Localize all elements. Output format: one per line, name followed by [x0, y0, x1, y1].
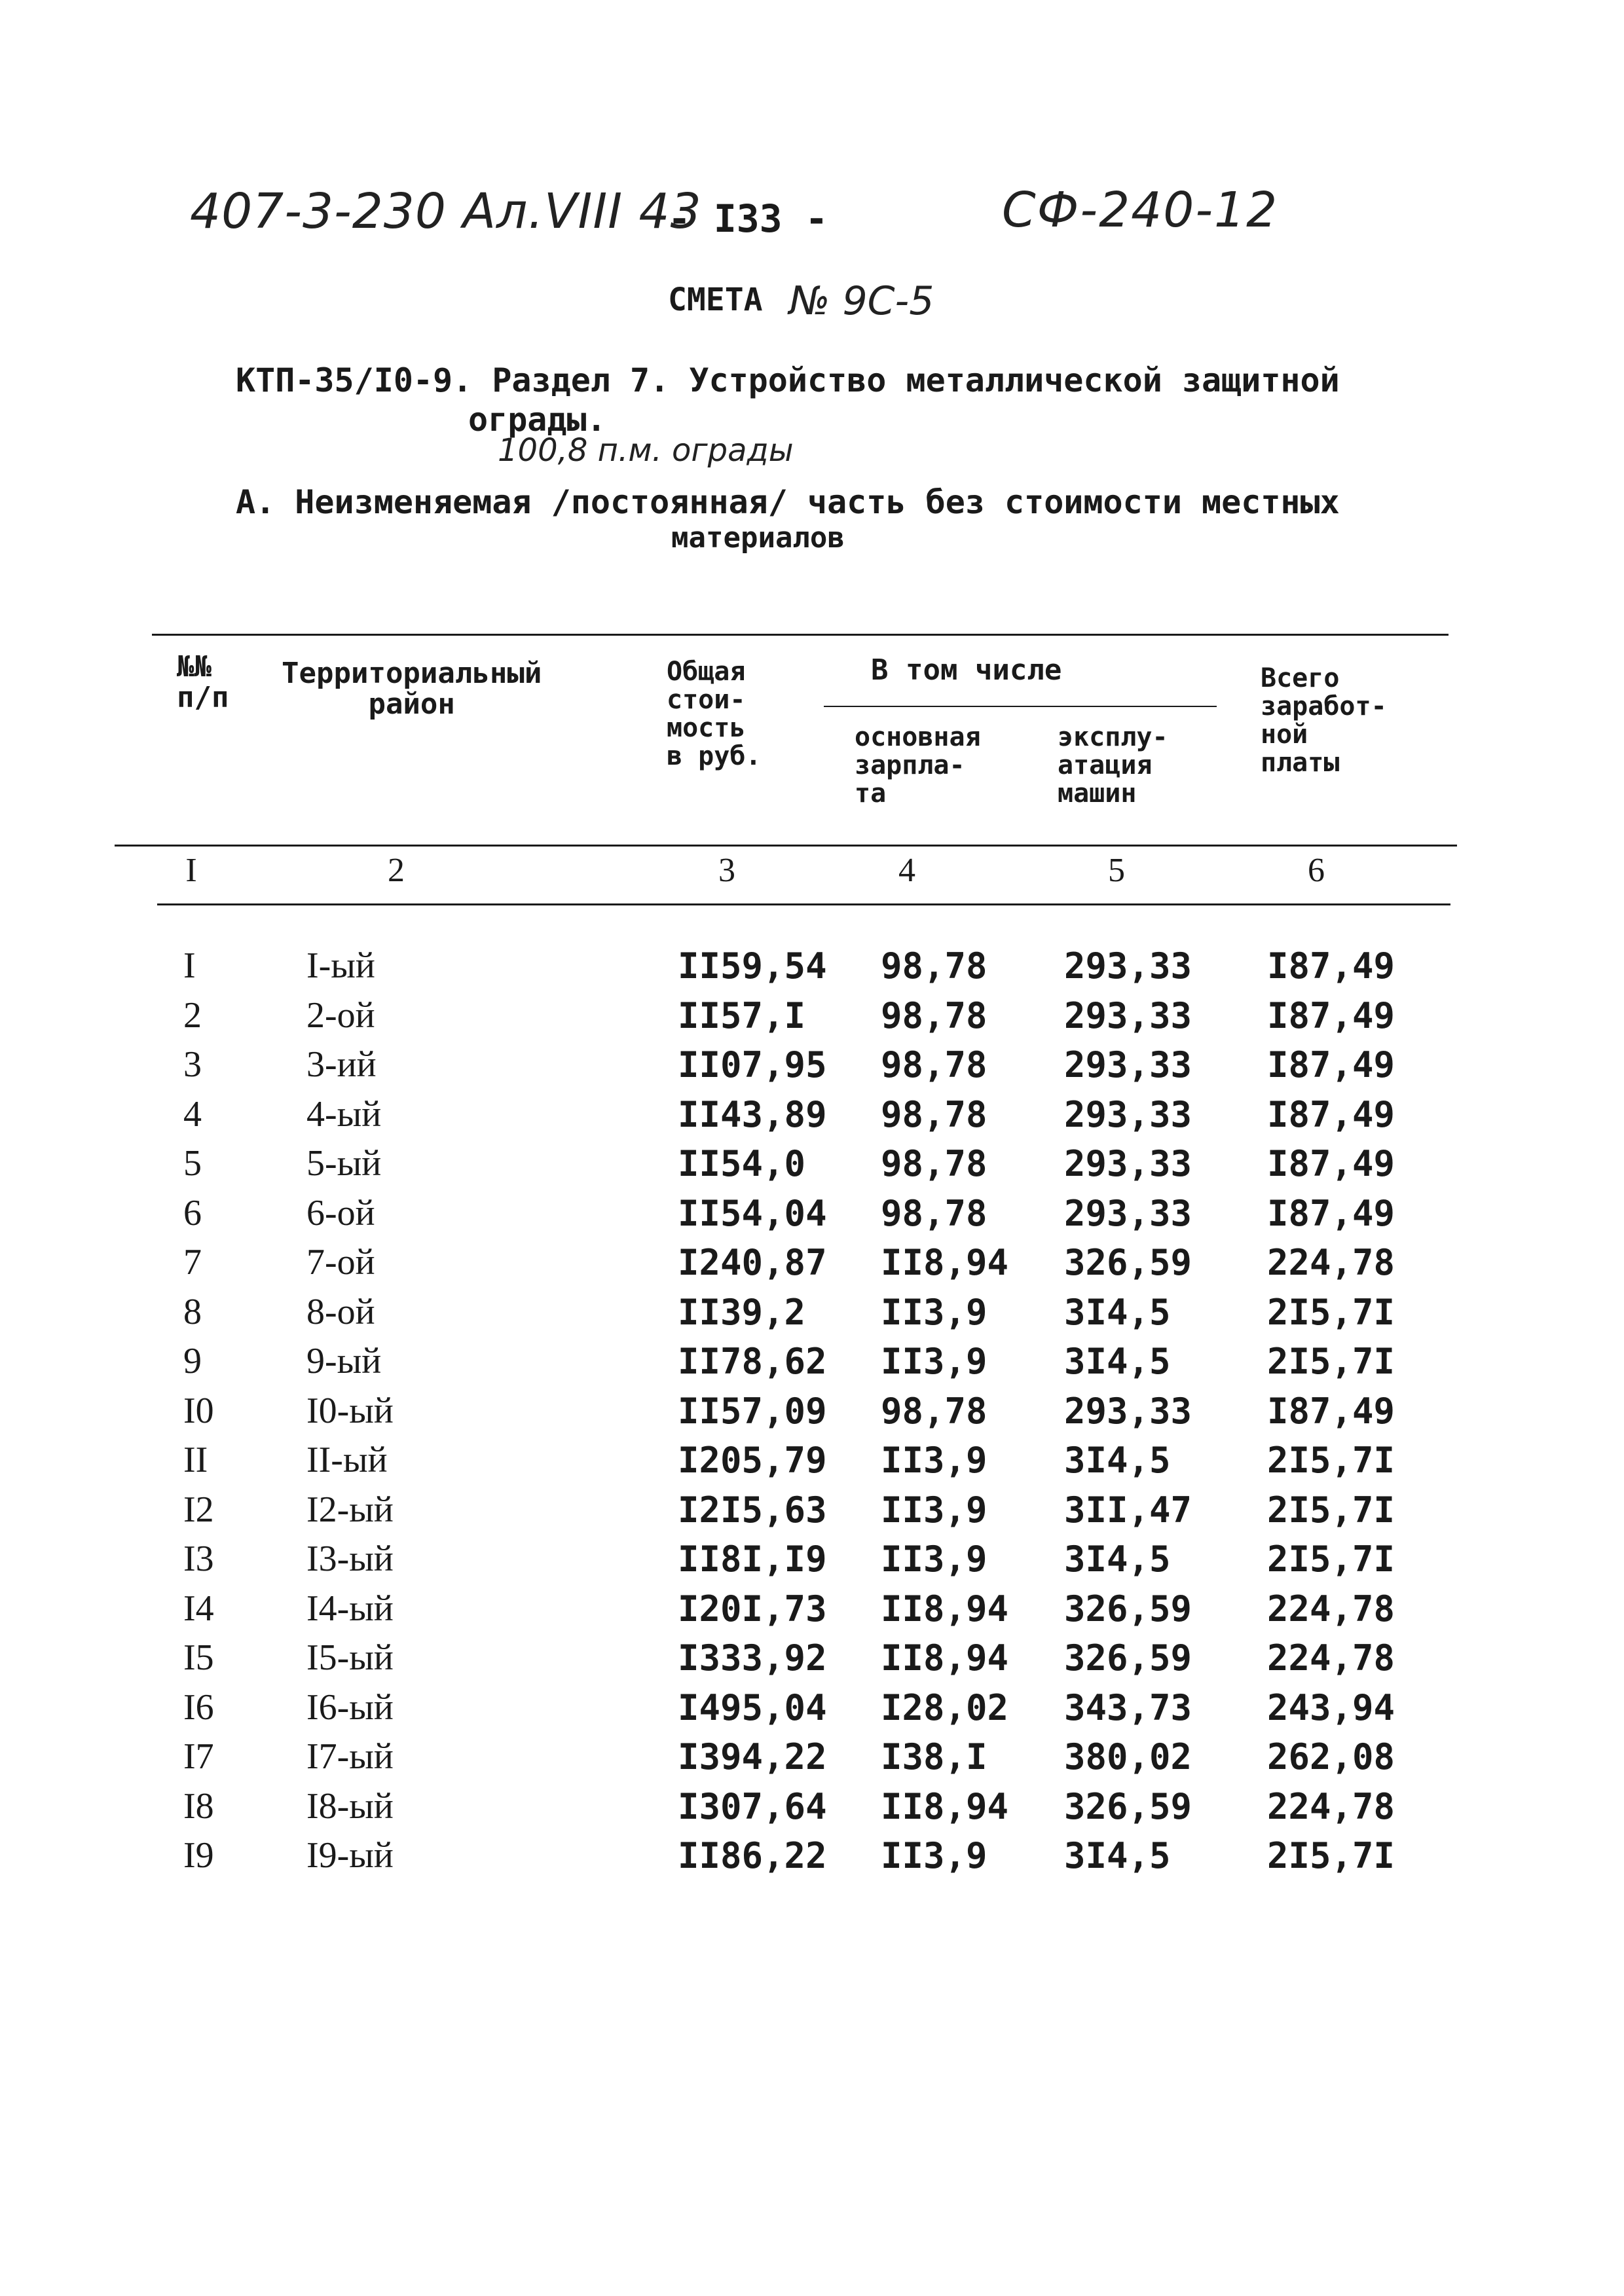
- machine-operation-cell: 293,33: [1064, 1143, 1192, 1184]
- base-wages-cell: I38,I: [881, 1736, 987, 1777]
- table-row: [0, 941, 1624, 991]
- district-name-cell: I3-ый: [306, 1539, 394, 1579]
- table-row: [0, 1040, 1624, 1089]
- table-row: [0, 1831, 1624, 1880]
- machine-operation-cell: 293,33: [1064, 1390, 1192, 1432]
- base-wages-cell: II3,9: [881, 1489, 987, 1531]
- total-wages-cell: 262,08: [1267, 1736, 1395, 1777]
- district-name-cell: I0-ый: [306, 1390, 394, 1431]
- row-number-cell: I3: [183, 1539, 214, 1579]
- district-name-cell: 8-ой: [306, 1291, 375, 1332]
- table-row: [0, 1238, 1624, 1287]
- table-row: [0, 1387, 1624, 1436]
- estimate-number: № 9С-5: [789, 278, 934, 324]
- base-wages-cell: 98,78: [881, 1143, 987, 1184]
- total-wages-cell: 2I5,7I: [1267, 1539, 1395, 1580]
- part-title-continued: материалов: [671, 521, 845, 555]
- base-wages-cell: 98,78: [881, 994, 987, 1036]
- district-name-cell: I2-ый: [306, 1489, 394, 1530]
- table-row: [0, 1732, 1624, 1781]
- district-name-cell: 4-ый: [306, 1093, 382, 1135]
- total-wages-cell: I87,49: [1267, 1390, 1395, 1432]
- total-wages-cell: I87,49: [1267, 994, 1395, 1036]
- row-number-cell: 8: [183, 1291, 202, 1332]
- table-row: [0, 1337, 1624, 1386]
- header-machine-operation: эксплу- атация машин: [1058, 722, 1168, 809]
- row-number-cell: I4: [183, 1588, 214, 1629]
- row-number-cell: I9: [183, 1835, 214, 1876]
- row-number-cell: 7: [183, 1242, 202, 1283]
- estimate-title: СМЕТА: [668, 282, 763, 318]
- row-number-cell: II: [183, 1440, 208, 1480]
- total-cost-cell: II43,89: [678, 1093, 827, 1135]
- base-wages-cell: II3,9: [881, 1341, 987, 1382]
- district-name-cell: I6-ый: [306, 1686, 394, 1728]
- base-wages-cell: II3,9: [881, 1539, 987, 1580]
- base-wages-cell: II8,94: [881, 1785, 1009, 1827]
- machine-operation-cell: 343,73: [1064, 1686, 1192, 1728]
- machine-operation-cell: 293,33: [1064, 994, 1192, 1036]
- document-code: 407-3-230 Ал.VIII 43: [190, 183, 702, 240]
- total-cost-cell: II59,54: [678, 945, 827, 987]
- table-row: [0, 1584, 1624, 1633]
- machine-operation-cell: 3I4,5: [1064, 1539, 1171, 1580]
- total-wages-cell: 2I5,7I: [1267, 1489, 1395, 1531]
- total-wages-cell: I87,49: [1267, 945, 1395, 987]
- row-number-cell: I2: [183, 1489, 214, 1530]
- registry-code: СФ-240-12: [1002, 182, 1279, 238]
- row-number-cell: 4: [183, 1093, 202, 1135]
- base-wages-cell: 98,78: [881, 1192, 987, 1234]
- table-row: [0, 1436, 1624, 1485]
- table-row: [0, 1535, 1624, 1584]
- total-wages-cell: 243,94: [1267, 1686, 1395, 1728]
- total-wages-cell: 224,78: [1267, 1637, 1395, 1679]
- row-number-cell: I0: [183, 1390, 214, 1431]
- machine-operation-cell: 3I4,5: [1064, 1341, 1171, 1382]
- row-number-cell: 9: [183, 1341, 202, 1381]
- machine-operation-cell: 293,33: [1064, 1192, 1192, 1234]
- table-row: [0, 1090, 1624, 1139]
- total-cost-cell: II39,2: [678, 1291, 806, 1333]
- total-cost-cell: II07,95: [678, 1044, 827, 1085]
- base-wages-cell: II3,9: [881, 1835, 987, 1876]
- header-row-number: №№ п/п: [177, 650, 229, 714]
- row-number-cell: I: [183, 945, 196, 986]
- column-number-1: I: [185, 852, 197, 889]
- machine-operation-cell: 3I4,5: [1064, 1440, 1171, 1481]
- row-number-cell: 5: [183, 1143, 202, 1184]
- district-name-cell: I-ый: [306, 945, 375, 986]
- district-name-cell: I4-ый: [306, 1588, 394, 1629]
- total-cost-cell: II54,0: [678, 1143, 806, 1184]
- column-number-5: 5: [1108, 852, 1125, 889]
- column-number-6: 6: [1308, 852, 1325, 889]
- total-wages-cell: 2I5,7I: [1267, 1341, 1395, 1382]
- district-name-cell: 7-ой: [306, 1242, 375, 1283]
- machine-operation-cell: 3I4,5: [1064, 1291, 1171, 1333]
- column-number-rule: [157, 903, 1450, 905]
- row-number-cell: 6: [183, 1192, 202, 1233]
- district-name-cell: 6-ой: [306, 1192, 375, 1233]
- total-cost-cell: I495,04: [678, 1686, 827, 1728]
- table-row: [0, 1683, 1624, 1732]
- header-bottom-rule: [115, 845, 1457, 847]
- page-number: - I33 -: [668, 196, 828, 241]
- header-total-wages: Всего заработ- ной платы: [1261, 663, 1387, 778]
- column-number-2: 2: [388, 852, 405, 889]
- total-wages-cell: 224,78: [1267, 1785, 1395, 1827]
- total-wages-cell: 224,78: [1267, 1588, 1395, 1630]
- district-name-cell: I5-ый: [306, 1637, 394, 1678]
- total-wages-cell: 224,78: [1267, 1242, 1395, 1283]
- district-name-cell: 2-ой: [306, 994, 375, 1036]
- base-wages-cell: II8,94: [881, 1588, 1009, 1630]
- total-wages-cell: I87,49: [1267, 1143, 1395, 1184]
- total-wages-cell: 2I5,7I: [1267, 1291, 1395, 1333]
- total-wages-cell: I87,49: [1267, 1192, 1395, 1234]
- section-title: КТП-35/I0-9. Раздел 7. Устройство металлической защитной: [236, 361, 1340, 399]
- total-cost-cell: I307,64: [678, 1785, 827, 1827]
- district-name-cell: 3-ий: [306, 1044, 377, 1085]
- row-number-cell: I6: [183, 1686, 214, 1728]
- base-wages-cell: II3,9: [881, 1291, 987, 1333]
- district-name-cell: II-ый: [306, 1440, 388, 1480]
- base-wages-cell: 98,78: [881, 1093, 987, 1135]
- base-wages-cell: 98,78: [881, 1390, 987, 1432]
- part-title: А. Неизменяемая /постоянная/ часть без стоимости местных: [236, 483, 1340, 521]
- row-number-cell: 2: [183, 994, 202, 1036]
- machine-operation-cell: 380,02: [1064, 1736, 1192, 1777]
- row-number-cell: I5: [183, 1637, 214, 1678]
- header-including: В том числе: [871, 653, 1062, 687]
- base-wages-cell: II8,94: [881, 1242, 1009, 1283]
- total-cost-cell: II78,62: [678, 1341, 827, 1382]
- total-cost-cell: II57,I: [678, 994, 806, 1036]
- base-wages-cell: I28,02: [881, 1686, 1009, 1728]
- total-cost-cell: I205,79: [678, 1440, 827, 1481]
- total-cost-cell: II8I,I9: [678, 1539, 827, 1580]
- table-row: [0, 1139, 1624, 1188]
- base-wages-cell: 98,78: [881, 1044, 987, 1085]
- district-name-cell: I7-ый: [306, 1736, 394, 1777]
- row-number-cell: 3: [183, 1044, 202, 1085]
- including-group-rule: [824, 706, 1217, 707]
- table-row: [0, 1782, 1624, 1831]
- section-title-continued: ограды.: [468, 401, 606, 439]
- base-wages-cell: 98,78: [881, 945, 987, 987]
- column-number-3: 3: [718, 852, 735, 889]
- machine-operation-cell: 326,59: [1064, 1588, 1192, 1630]
- total-cost-cell: I394,22: [678, 1736, 827, 1777]
- machine-operation-cell: 326,59: [1064, 1785, 1192, 1827]
- machine-operation-cell: 3I4,5: [1064, 1835, 1171, 1876]
- base-wages-cell: II8,94: [881, 1637, 1009, 1679]
- row-number-cell: I8: [183, 1785, 214, 1827]
- total-cost-cell: II86,22: [678, 1835, 827, 1876]
- total-wages-cell: 2I5,7I: [1267, 1440, 1395, 1481]
- district-name-cell: I8-ый: [306, 1785, 394, 1827]
- district-name-cell: 9-ый: [306, 1341, 382, 1381]
- total-cost-cell: II54,04: [678, 1192, 827, 1234]
- header-total-cost: Общая стои- мость в руб.: [667, 657, 762, 771]
- table-row: [0, 1189, 1624, 1238]
- total-cost-cell: I2I5,63: [678, 1489, 827, 1531]
- base-wages-cell: II3,9: [881, 1440, 987, 1481]
- total-wages-cell: 2I5,7I: [1267, 1835, 1395, 1876]
- column-number-4: 4: [898, 852, 915, 889]
- total-cost-cell: I20I,73: [678, 1588, 827, 1630]
- table-row: [0, 1485, 1624, 1535]
- machine-operation-cell: 326,59: [1064, 1637, 1192, 1679]
- total-wages-cell: I87,49: [1267, 1093, 1395, 1135]
- header-district: Территориальный район: [282, 657, 542, 721]
- table-row: [0, 1288, 1624, 1337]
- total-wages-cell: I87,49: [1267, 1044, 1395, 1085]
- row-number-cell: I7: [183, 1736, 214, 1777]
- table-top-rule: [152, 634, 1449, 636]
- machine-operation-cell: 293,33: [1064, 1093, 1192, 1135]
- total-cost-cell: I333,92: [678, 1637, 827, 1679]
- machine-operation-cell: 326,59: [1064, 1242, 1192, 1283]
- total-cost-cell: II57,09: [678, 1390, 827, 1432]
- machine-operation-cell: 293,33: [1064, 1044, 1192, 1085]
- machine-operation-cell: 3II,47: [1064, 1489, 1192, 1531]
- total-cost-cell: I240,87: [678, 1242, 827, 1283]
- fence-length-note: 100,8 п.м. ограды: [498, 432, 794, 469]
- district-name-cell: I9-ый: [306, 1835, 394, 1876]
- header-base-wages: основная зарпла- та: [855, 722, 981, 809]
- table-row: [0, 991, 1624, 1040]
- machine-operation-cell: 293,33: [1064, 945, 1192, 987]
- district-name-cell: 5-ый: [306, 1143, 382, 1184]
- table-row: [0, 1633, 1624, 1683]
